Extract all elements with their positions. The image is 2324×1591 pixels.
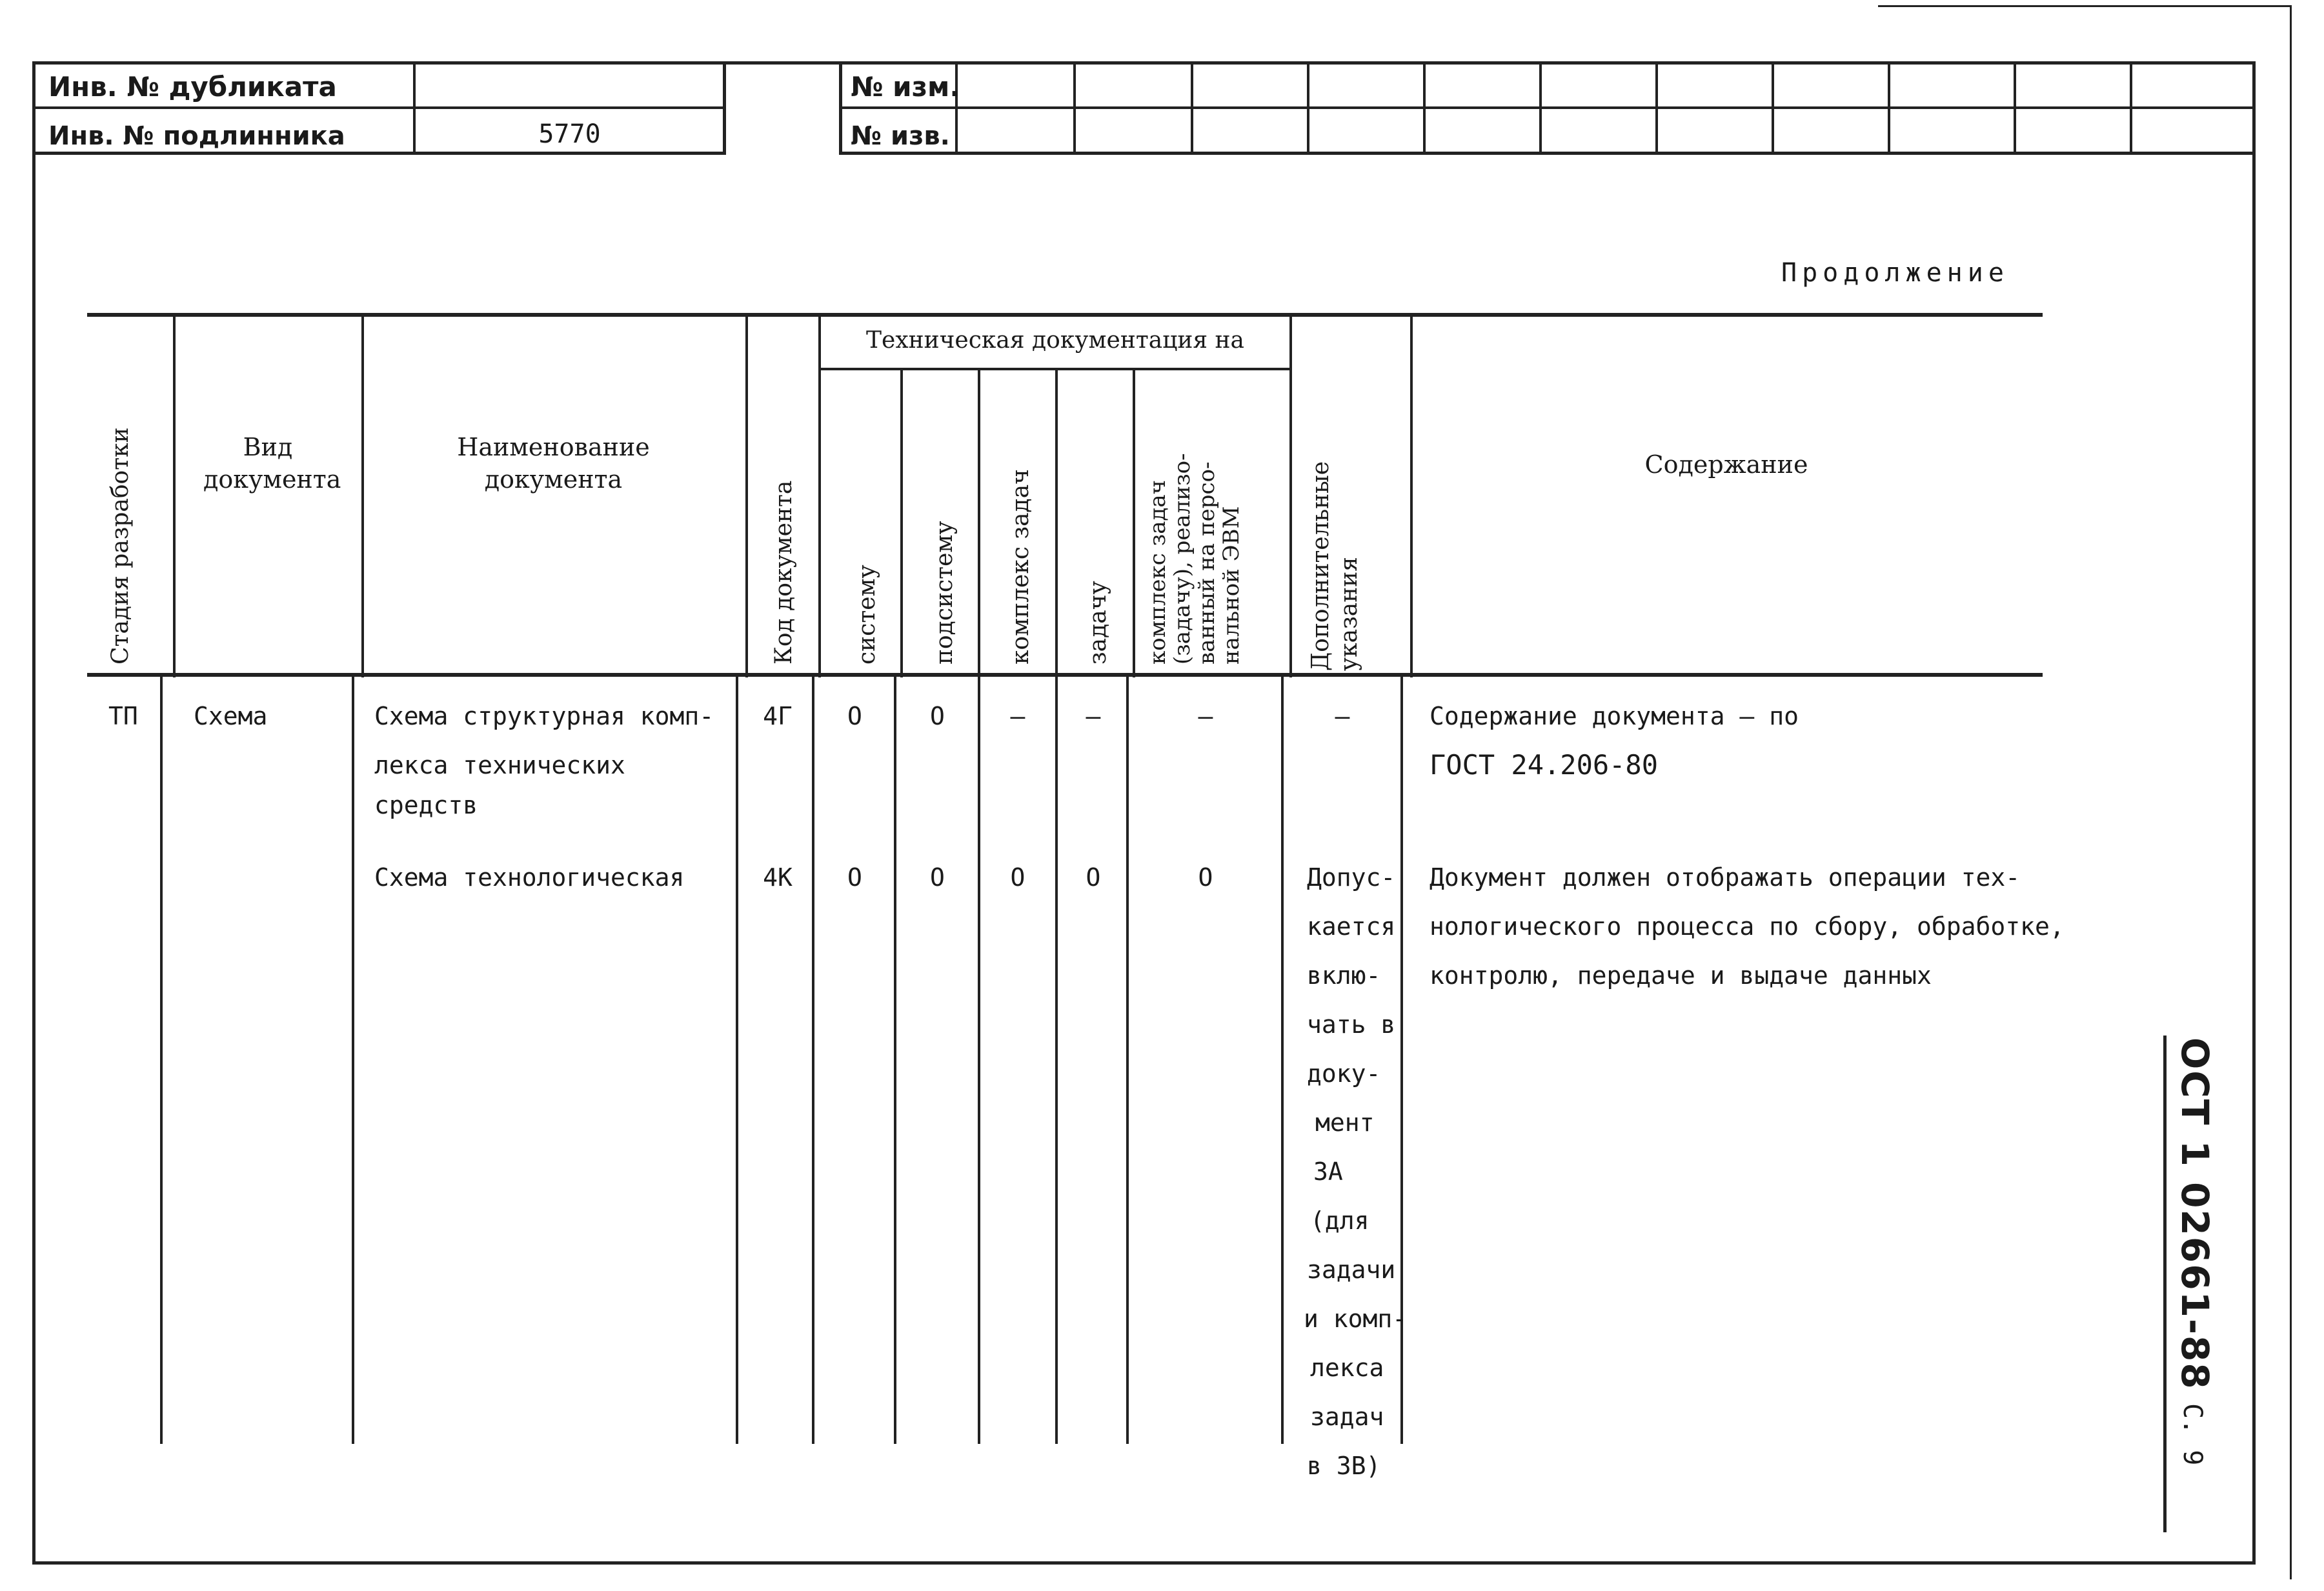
row2-additional-line: доку- xyxy=(1307,1059,1381,1088)
row2-task: О xyxy=(1086,863,1101,892)
column-rule xyxy=(1055,369,1058,677)
column-rule xyxy=(1289,313,1292,677)
corner-line-vertical xyxy=(2290,5,2292,1579)
row2-name-line1: Схема технологическая xyxy=(374,863,685,892)
column-rule xyxy=(894,676,896,1444)
column-rule xyxy=(900,369,903,677)
stamp-divider xyxy=(2014,61,2016,155)
row1-content-line2: ГОСТ 24.206-80 xyxy=(1430,749,1659,781)
header-content: Содержание xyxy=(1644,450,1808,479)
change-number-label: № изм. xyxy=(851,71,960,103)
header-tech-doc-group: Техническая документация на xyxy=(866,327,1244,354)
row1-content-line1: Содержание документа – по xyxy=(1430,702,1799,730)
column-rule xyxy=(1126,676,1129,1444)
row1-pc-complex: – xyxy=(1198,702,1213,730)
row2-subsystem: О xyxy=(930,863,945,892)
row2-additional-line: вклю- xyxy=(1307,961,1381,990)
row1-doc-type: Схема xyxy=(194,702,268,730)
row1-stage: ТП xyxy=(108,702,138,730)
row1-name-line1: Схема структурная комп- xyxy=(374,702,714,730)
column-rule xyxy=(978,369,980,677)
row1-system: О xyxy=(847,702,862,730)
row2-additional-line: в 3В) xyxy=(1307,1452,1381,1480)
row2-additional-line: 3А xyxy=(1313,1157,1343,1186)
header-subsystem: подсистему xyxy=(931,521,958,665)
header-pc-complex xyxy=(1146,426,1244,665)
header-stage: Стадия разработки xyxy=(107,427,134,665)
column-rule xyxy=(352,676,354,1444)
inv-duplicate-label: Инв. № дубликата xyxy=(48,71,337,103)
row2-additional-line: задачи xyxy=(1307,1256,1396,1284)
stamp-divider xyxy=(1539,61,1542,155)
header-additional-text: Дополнительные указания xyxy=(1308,461,1362,671)
header-doc-name-text: Наименование документа xyxy=(457,433,650,494)
stamp-divider xyxy=(2130,61,2132,155)
column-rule xyxy=(818,313,821,677)
stamp-divider xyxy=(1423,61,1426,155)
header-pc-complex-text: комплекс задач (задачу), реализо- ванный на персо- нальной ЭВМ xyxy=(1145,453,1244,665)
stamp-divider xyxy=(1191,61,1193,155)
row1-subsystem: О xyxy=(930,702,945,730)
stamp-divider xyxy=(32,106,726,109)
row2-system: О xyxy=(847,863,862,892)
row2-additional-line: чать в xyxy=(1307,1010,1396,1039)
stamp-divider xyxy=(413,61,416,155)
header-doc-type-text: Вид документа xyxy=(203,433,341,494)
row2-additional-line: мент xyxy=(1315,1108,1375,1137)
inv-original-value: 5770 xyxy=(538,119,601,149)
inv-original-label: Инв. № подлинника xyxy=(48,121,345,151)
column-rule xyxy=(173,313,176,677)
row2-additional-line: и комп- xyxy=(1304,1305,1408,1333)
stamp-divider xyxy=(1772,61,1774,155)
stamp-divider xyxy=(1307,61,1309,155)
row1-task: – xyxy=(1086,702,1101,730)
column-rule xyxy=(160,676,163,1444)
row2-additional-line: задач xyxy=(1310,1403,1384,1431)
row2-additional-line: кается xyxy=(1307,912,1396,941)
stamp-divider xyxy=(1888,61,1890,155)
header-doc-name xyxy=(365,431,742,495)
row2-pc-complex: О xyxy=(1198,863,1213,892)
header-system: систему xyxy=(854,565,880,665)
row2-task-complex: О xyxy=(1010,863,1026,892)
row2-code: 4К xyxy=(763,863,793,892)
row2-additional-line: Допус- xyxy=(1307,863,1396,892)
row1-name-line2: лекса технических xyxy=(374,751,625,779)
stamp-divider xyxy=(1655,61,1658,155)
header-task-complex: комплекс задач xyxy=(1007,469,1034,665)
row2-content-line3: контролю, передаче и выдаче данных xyxy=(1430,961,1932,990)
corner-line xyxy=(1878,5,2291,7)
stamp-divider xyxy=(1073,61,1076,155)
side-rule xyxy=(2163,1036,2167,1532)
column-rule xyxy=(978,676,980,1444)
row1-additional: – xyxy=(1335,702,1350,730)
continuation-label: Продолжение xyxy=(1781,258,2009,288)
column-rule xyxy=(1133,369,1135,677)
stamp-divider xyxy=(839,106,2256,109)
header-bottom-rule xyxy=(87,673,2043,677)
notice-number-label: № изв. xyxy=(851,121,950,151)
row1-code: 4Г xyxy=(763,702,793,730)
table-top-rule xyxy=(87,313,2043,317)
column-rule xyxy=(361,313,364,677)
standard-designation: ОСТ 1 02661-88 xyxy=(2173,1037,2217,1390)
header-additional xyxy=(1307,461,1364,671)
column-rule xyxy=(812,676,814,1444)
row2-additional-line: (для xyxy=(1310,1206,1369,1235)
column-rule xyxy=(736,676,738,1444)
row2-additional-line: лекса xyxy=(1310,1354,1384,1382)
row2-content-line1: Документ должен отображать операции тех- xyxy=(1430,863,2021,892)
column-rule xyxy=(1410,313,1413,677)
header-task: задачу xyxy=(1085,581,1111,665)
column-rule xyxy=(1055,676,1058,1444)
row2-content-line2: нологического процесса по сбору, обработке, xyxy=(1430,912,2065,941)
column-rule xyxy=(745,313,748,677)
column-rule xyxy=(1281,676,1284,1444)
header-doc-type xyxy=(177,431,358,495)
header-doc-code: Код документа xyxy=(771,480,797,665)
row1-name-line3: средств xyxy=(374,791,478,819)
page-number: С. 9 xyxy=(2177,1403,2207,1466)
row1-task-complex: – xyxy=(1010,702,1026,730)
